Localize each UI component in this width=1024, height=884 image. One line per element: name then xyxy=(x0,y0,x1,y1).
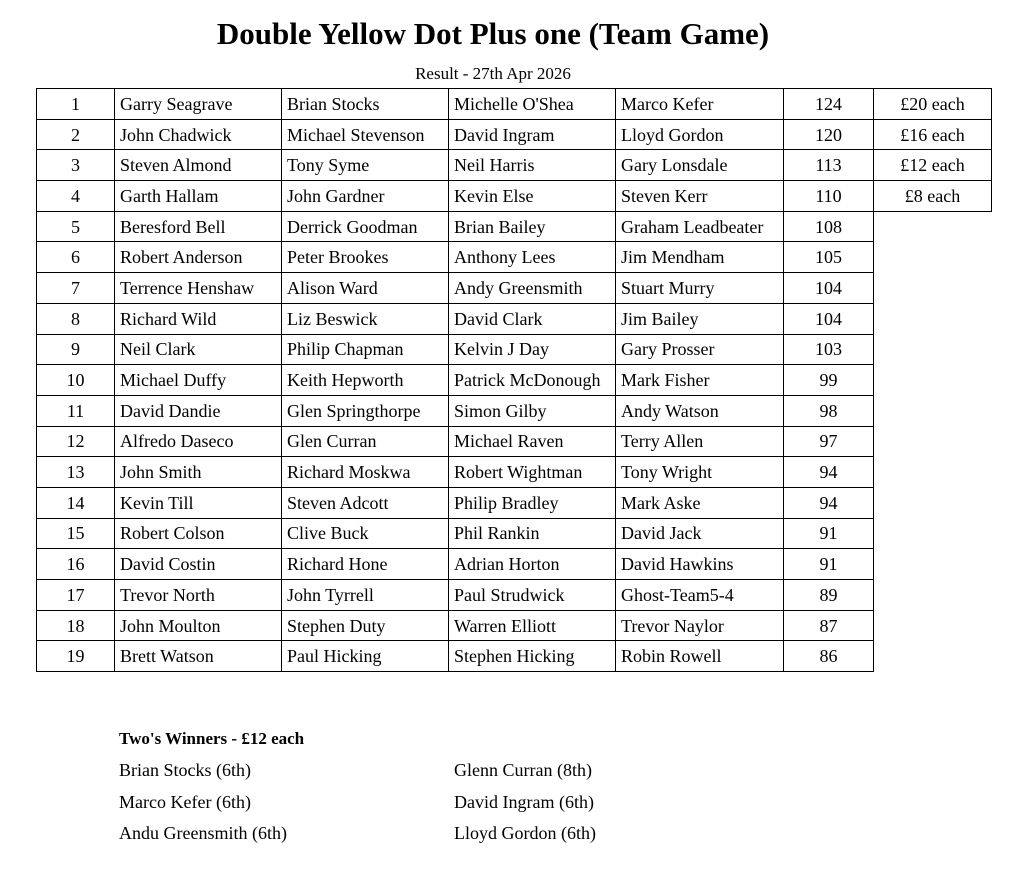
player-name-cell: Trevor North xyxy=(115,580,282,611)
prize-cell-empty xyxy=(874,211,992,242)
player-name-cell: Steven Adcott xyxy=(282,487,449,518)
prize-cell-empty xyxy=(874,641,992,672)
prize-cell-empty xyxy=(874,273,992,304)
position-cell: 7 xyxy=(37,273,115,304)
twos-winner-item: Brian Stocks (6th) xyxy=(119,760,251,780)
position-cell: 4 xyxy=(37,181,115,212)
player-name-cell: David Ingram xyxy=(449,119,616,150)
player-name-cell: David Costin xyxy=(115,549,282,580)
prize-cell-empty xyxy=(874,487,992,518)
table-row xyxy=(37,641,992,672)
player-name-cell: Stephen Duty xyxy=(282,610,449,641)
position-cell: 16 xyxy=(37,549,115,580)
prize-cell-empty xyxy=(874,334,992,365)
player-name-cell: Kevin Else xyxy=(449,181,616,212)
prize-cell: £8 each xyxy=(874,181,992,212)
result-date: Result - 27th Apr 2026 xyxy=(415,64,571,83)
twos-winner-item: Andu Greensmith (6th) xyxy=(119,823,287,843)
player-name-cell: Mark Fisher xyxy=(616,365,784,396)
prize-cell-empty xyxy=(874,395,992,426)
player-name-cell: Gary Prosser xyxy=(616,334,784,365)
player-name-cell: John Gardner xyxy=(282,181,449,212)
score-cell: 108 xyxy=(784,211,874,242)
player-name-cell: Derrick Goodman xyxy=(282,211,449,242)
position-cell: 9 xyxy=(37,334,115,365)
prize-cell-empty xyxy=(874,457,992,488)
position-cell: 15 xyxy=(37,518,115,549)
player-name-cell: Robert Wightman xyxy=(449,457,616,488)
position-cell: 2 xyxy=(37,119,115,150)
table-row xyxy=(37,89,992,120)
player-name-cell: Richard Hone xyxy=(282,549,449,580)
player-name-cell: Brian Bailey xyxy=(449,211,616,242)
table-row xyxy=(37,119,992,150)
score-cell: 91 xyxy=(784,549,874,580)
position-cell: 17 xyxy=(37,580,115,611)
prize-cell: £12 each xyxy=(874,150,992,181)
player-name-cell: Neil Harris xyxy=(449,150,616,181)
player-name-cell: Michael Duffy xyxy=(115,365,282,396)
player-name-cell: David Jack xyxy=(616,518,784,549)
score-cell: 113 xyxy=(784,150,874,181)
score-cell: 99 xyxy=(784,365,874,396)
twos-winner-item: Marco Kefer (6th) xyxy=(119,791,251,812)
prize-cell: £20 each xyxy=(874,89,992,120)
player-name-cell: Lloyd Gordon xyxy=(616,119,784,150)
player-name-cell: Steven Almond xyxy=(115,150,282,181)
player-name-cell: Stuart Murry xyxy=(616,273,784,304)
player-name-cell: David Hawkins xyxy=(616,549,784,580)
prize-cell-empty xyxy=(874,610,992,641)
player-name-cell: Liz Beswick xyxy=(282,303,449,334)
player-name-cell: Jim Bailey xyxy=(616,303,784,334)
player-name-cell: Glen Springthorpe xyxy=(282,395,449,426)
table-row xyxy=(37,150,992,181)
score-cell: 94 xyxy=(784,457,874,488)
score-cell: 97 xyxy=(784,426,874,457)
player-name-cell: Tony Wright xyxy=(616,457,784,488)
player-name-cell: Neil Clark xyxy=(115,334,282,365)
score-cell: 94 xyxy=(784,487,874,518)
player-name-cell: Richard Wild xyxy=(115,303,282,334)
score-cell: 105 xyxy=(784,242,874,273)
player-name-cell: Kevin Till xyxy=(115,487,282,518)
twos-winner-item: David Ingram (6th) xyxy=(454,791,594,812)
twos-winners-heading: Two's Winners - £12 each xyxy=(119,729,305,748)
twos-winner-item: Lloyd Gordon (6th) xyxy=(454,823,596,843)
prize-cell-empty xyxy=(874,518,992,549)
score-cell: 124 xyxy=(784,89,874,120)
prize-cell-empty xyxy=(874,426,992,457)
position-cell: 5 xyxy=(37,211,115,242)
player-name-cell: Andy Watson xyxy=(616,395,784,426)
player-name-cell: Clive Buck xyxy=(282,518,449,549)
player-name-cell: Michelle O'Shea xyxy=(449,89,616,120)
score-cell: 87 xyxy=(784,610,874,641)
position-cell: 11 xyxy=(37,395,115,426)
position-cell: 18 xyxy=(37,610,115,641)
player-name-cell: Stephen Hicking xyxy=(449,641,616,672)
player-name-cell: Garry Seagrave xyxy=(115,89,282,120)
score-cell: 103 xyxy=(784,334,874,365)
score-cell: 98 xyxy=(784,395,874,426)
player-name-cell: Anthony Lees xyxy=(449,242,616,273)
score-cell: 104 xyxy=(784,273,874,304)
player-name-cell: Mark Aske xyxy=(616,487,784,518)
player-name-cell: Keith Hepworth xyxy=(282,365,449,396)
player-name-cell: Beresford Bell xyxy=(115,211,282,242)
player-name-cell: Robin Rowell xyxy=(616,641,784,672)
position-cell: 12 xyxy=(37,426,115,457)
table-row xyxy=(37,518,992,549)
player-name-cell: Michael Stevenson xyxy=(282,119,449,150)
player-name-cell: Andy Greensmith xyxy=(449,273,616,304)
table-row xyxy=(37,181,992,212)
prize-cell-empty xyxy=(874,242,992,273)
page-title: Double Yellow Dot Plus one (Team Game) xyxy=(216,16,770,51)
player-name-cell: Robert Anderson xyxy=(115,242,282,273)
table-row xyxy=(37,242,992,273)
position-cell: 10 xyxy=(37,365,115,396)
player-name-cell: Brian Stocks xyxy=(282,89,449,120)
player-name-cell: Tony Syme xyxy=(282,150,449,181)
player-name-cell: Peter Brookes xyxy=(282,242,449,273)
position-cell: 13 xyxy=(37,457,115,488)
position-cell: 14 xyxy=(37,487,115,518)
prize-cell-empty xyxy=(874,580,992,611)
player-name-cell: Terry Allen xyxy=(616,426,784,457)
player-name-cell: Jim Mendham xyxy=(616,242,784,273)
player-name-cell: Philip Chapman xyxy=(282,334,449,365)
table-row xyxy=(37,549,992,580)
player-name-cell: Patrick McDonough xyxy=(449,365,616,396)
table-row xyxy=(37,334,992,365)
player-name-cell: Glen Curran xyxy=(282,426,449,457)
score-cell: 91 xyxy=(784,518,874,549)
table-row xyxy=(37,211,992,242)
prize-cell-empty xyxy=(874,365,992,396)
player-name-cell: John Smith xyxy=(115,457,282,488)
table-row xyxy=(37,426,992,457)
table-row xyxy=(37,457,992,488)
player-name-cell: Warren Elliott xyxy=(449,610,616,641)
player-name-cell: Steven Kerr xyxy=(616,181,784,212)
table-row xyxy=(37,365,992,396)
player-name-cell: Garth Hallam xyxy=(115,181,282,212)
score-cell: 104 xyxy=(784,303,874,334)
player-name-cell: Richard Moskwa xyxy=(282,457,449,488)
player-name-cell: Robert Colson xyxy=(115,518,282,549)
table-row xyxy=(37,610,992,641)
position-cell: 1 xyxy=(37,89,115,120)
player-name-cell: Alison Ward xyxy=(282,273,449,304)
player-name-cell: Graham Leadbeater xyxy=(616,211,784,242)
position-cell: 8 xyxy=(37,303,115,334)
player-name-cell: Kelvin J Day xyxy=(449,334,616,365)
player-name-cell: David Clark xyxy=(449,303,616,334)
position-cell: 6 xyxy=(37,242,115,273)
player-name-cell: John Moulton xyxy=(115,610,282,641)
player-name-cell: Phil Rankin xyxy=(449,518,616,549)
prize-cell: £16 each xyxy=(874,119,992,150)
results-table-body xyxy=(37,89,992,672)
player-name-cell: Simon Gilby xyxy=(449,395,616,426)
prize-cell-empty xyxy=(874,303,992,334)
player-name-cell: David Dandie xyxy=(115,395,282,426)
player-name-cell: John Tyrrell xyxy=(282,580,449,611)
table-row xyxy=(37,395,992,426)
table-row xyxy=(37,273,992,304)
player-name-cell: Marco Kefer xyxy=(616,89,784,120)
player-name-cell: Paul Hicking xyxy=(282,641,449,672)
player-name-cell: Adrian Horton xyxy=(449,549,616,580)
player-name-cell: Philip Bradley xyxy=(449,487,616,518)
player-name-cell: Gary Lonsdale xyxy=(616,150,784,181)
position-cell: 19 xyxy=(37,641,115,672)
player-name-cell: Trevor Naylor xyxy=(616,610,784,641)
prize-cell-empty xyxy=(874,549,992,580)
score-cell: 120 xyxy=(784,119,874,150)
player-name-cell: Michael Raven xyxy=(449,426,616,457)
player-name-cell: Brett Watson xyxy=(115,641,282,672)
score-cell: 110 xyxy=(784,181,874,212)
position-cell: 3 xyxy=(37,150,115,181)
player-name-cell: Alfredo Daseco xyxy=(115,426,282,457)
score-cell: 89 xyxy=(784,580,874,611)
results-table xyxy=(36,88,992,672)
player-name-cell: John Chadwick xyxy=(115,119,282,150)
table-row xyxy=(37,487,992,518)
twos-winner-item: Glenn Curran (8th) xyxy=(454,760,592,780)
player-name-cell: Paul Strudwick xyxy=(449,580,616,611)
player-name-cell: Terrence Henshaw xyxy=(115,273,282,304)
table-row xyxy=(37,303,992,334)
score-cell: 86 xyxy=(784,641,874,672)
table-row xyxy=(37,580,992,611)
player-name-cell: Ghost-Team5-4 xyxy=(616,580,784,611)
